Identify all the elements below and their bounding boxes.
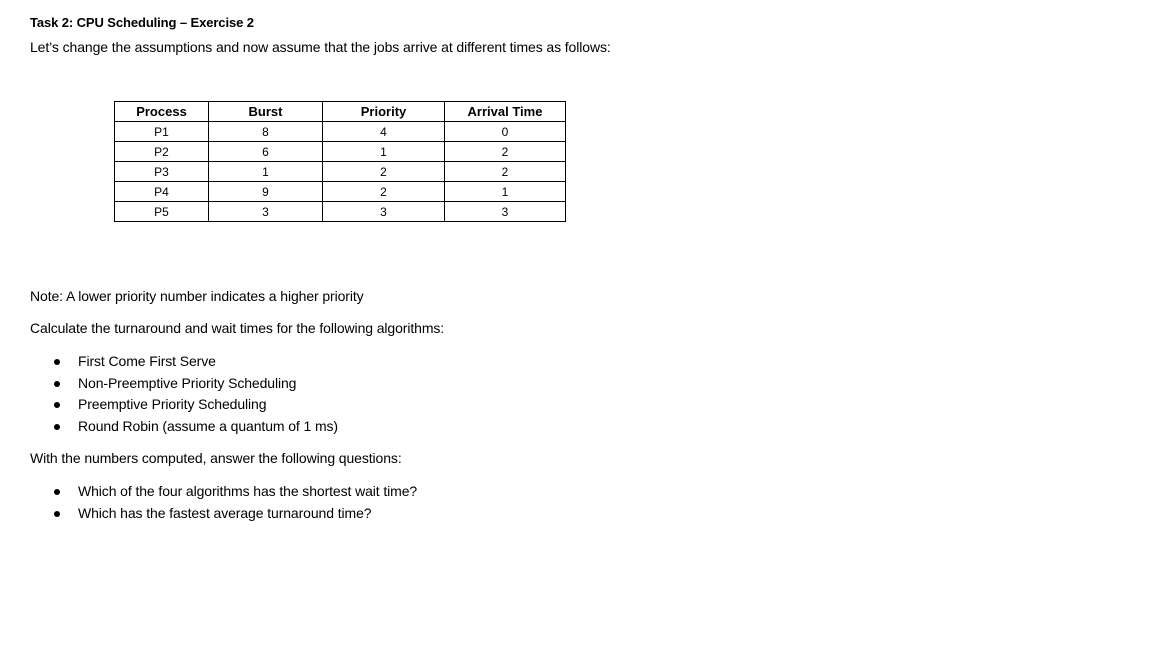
- cell-priority: 2: [323, 182, 445, 202]
- bullet-icon: [54, 402, 60, 408]
- calculation-instructions: Calculate the turnaround and wait times for the following algorithms:: [30, 320, 445, 336]
- cell-burst: 9: [209, 182, 323, 202]
- cell-process: P5: [115, 202, 209, 222]
- header-process: Process: [115, 102, 209, 122]
- list-item: [0, 503, 417, 525]
- question-label: Which has the fastest average turnaround time?: [78, 504, 372, 521]
- algorithm-label: First Come First Serve: [78, 353, 216, 369]
- cell-process: P2: [115, 142, 209, 162]
- questions-intro: With the numbers computed, answer the following questions:: [30, 450, 402, 466]
- cell-arrival-time: 2: [445, 142, 566, 162]
- list-item: [0, 351, 338, 373]
- bullet-icon: [54, 489, 60, 495]
- bullet-icon: [54, 511, 60, 517]
- table-row: [115, 122, 566, 142]
- cell-process: P4: [115, 182, 209, 202]
- table-row: [115, 202, 566, 222]
- cell-arrival-time: 2: [445, 162, 566, 182]
- cell-priority: 1: [323, 142, 445, 162]
- cell-burst: 1: [209, 162, 323, 182]
- process-table: [114, 101, 566, 222]
- cell-priority: 4: [323, 122, 445, 142]
- cell-process: P1: [115, 122, 209, 142]
- cell-burst: 8: [209, 122, 323, 142]
- bullet-icon: [54, 359, 60, 365]
- algorithm-label: Preemptive Priority Scheduling: [78, 396, 267, 413]
- algorithm-list: [0, 351, 338, 438]
- cell-burst: 3: [209, 202, 323, 222]
- algorithm-label: Non-Preemptive Priority Scheduling: [78, 374, 297, 391]
- header-burst: Burst: [209, 102, 323, 122]
- header-priority: Priority: [323, 102, 445, 122]
- intro-paragraph: Let’s change the assumptions and now assume that the jobs arrive at different times as follows:: [30, 39, 611, 55]
- list-item: [0, 373, 338, 395]
- table-header-row: [115, 102, 566, 122]
- document-title: Task 2: CPU Scheduling – Exercise 2: [30, 15, 254, 30]
- cell-priority: 3: [323, 202, 445, 222]
- bullet-icon: [54, 381, 60, 387]
- question-list: [0, 481, 417, 524]
- header-arrival-time: Arrival Time: [445, 102, 566, 122]
- table-row: [115, 142, 566, 162]
- cell-burst: 6: [209, 142, 323, 162]
- question-label: Which of the four algorithms has the shortest wait time?: [78, 483, 418, 499]
- priority-note: Note: A lower priority number indicates a higher priority: [30, 288, 364, 304]
- list-item: [0, 394, 338, 416]
- bullet-icon: [54, 424, 60, 430]
- cell-arrival-time: 1: [445, 182, 566, 202]
- cell-arrival-time: 3: [445, 202, 566, 222]
- list-item: [0, 481, 417, 503]
- list-item: [0, 416, 338, 438]
- table-row: [115, 182, 566, 202]
- cell-arrival-time: 0: [445, 122, 566, 142]
- table-row: [115, 162, 566, 182]
- cell-priority: 2: [323, 162, 445, 182]
- algorithm-label: Round Robin (assume a quantum of 1 ms): [78, 418, 338, 435]
- cell-process: P3: [115, 162, 209, 182]
